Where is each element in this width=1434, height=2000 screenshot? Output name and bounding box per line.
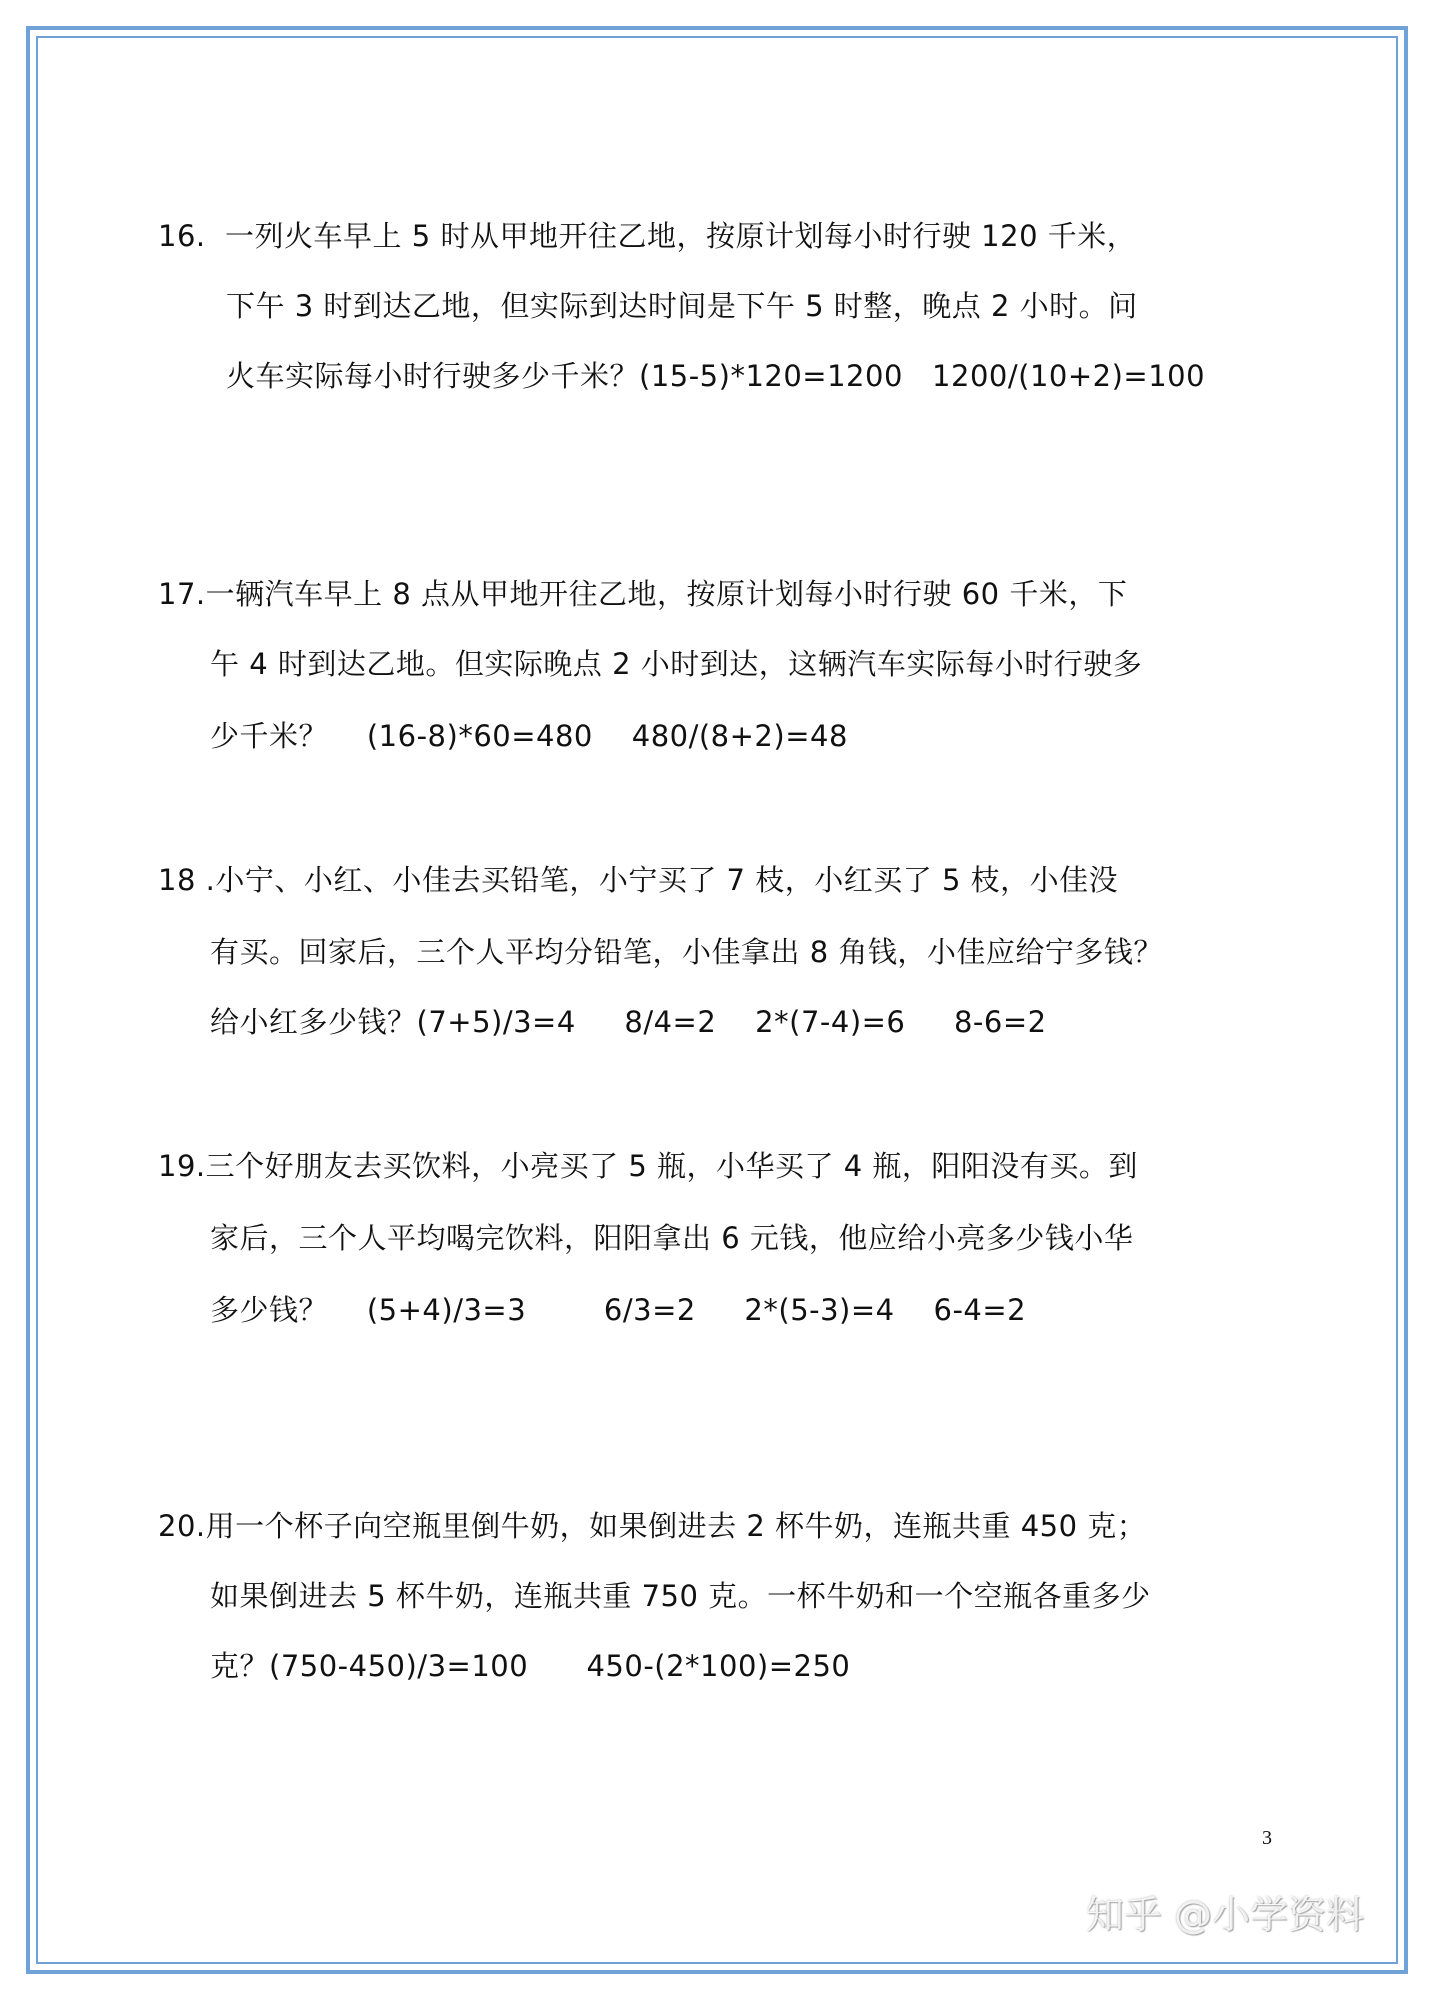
problem-19-line-2: 家后，三个人平均喝完饮料，阳阳拿出 6 元钱，他应给小亮多少钱小华: [210, 1221, 1134, 1255]
problem-16-line-2: 下午 3 时到达乙地，但实际到达时间是下午 5 时整，晚点 2 小时。问: [226, 289, 1138, 323]
problem-20-line-2: 如果倒进去 5 杯牛奶，连瓶共重 750 克。一杯牛奶和一个空瓶各重多少: [210, 1579, 1151, 1613]
problem-16-line-3: 火车实际每小时行驶多少千米？(15-5)*120=1200 1200/(10+2)=100: [226, 359, 1206, 393]
problem-18-line-3: 给小红多少钱？(7+5)/3=4 8/4=2 2*(7-4)=6 8-6=2: [210, 1005, 1047, 1039]
problem-20-line-1: 20.用一个杯子向空瓶里倒牛奶，如果倒进去 2 杯牛奶，连瓶共重 450 克；: [158, 1509, 1147, 1543]
page-number: 3: [1262, 1827, 1272, 1849]
problem-16-line-1: 16. 一列火车早上 5 时从甲地开往乙地，按原计划每小时行驶 120 千米，: [158, 219, 1137, 253]
problem-18-line-1: 18 .小宁、小红、小佳去买铅笔，小宁买了 7 枝，小红买了 5 枝，小佳没: [158, 863, 1119, 897]
problem-20-line-3: 克？(750-450)/3=100 450-(2*100)=250: [210, 1649, 851, 1683]
problem-19-line-1: 19.三个好朋友去买饮料，小亮买了 5 瓶，小华买了 4 瓶，阳阳没有买。到: [158, 1149, 1138, 1183]
problem-18-line-2: 有买。回家后，三个人平均分铅笔，小佳拿出 8 角钱，小佳应给宁多钱？: [210, 935, 1163, 969]
problem-17-line-3: 少千米？ (16-8)*60=480 480/(8+2)=48: [210, 719, 848, 753]
problem-17-line-2: 午 4 时到达乙地。但实际晚点 2 小时到达，这辆汽车实际每小时行驶多: [210, 647, 1143, 681]
problem-17-line-1: 17.一辆汽车早上 8 点从甲地开往乙地，按原计划每小时行驶 60 千米，下: [158, 577, 1128, 611]
watermark: 知乎 @小学资料: [1086, 1893, 1365, 1937]
problem-19-line-3: 多少钱？ (5+4)/3=3 6/3=2 2*(5-3)=4 6-4=2: [210, 1293, 1027, 1327]
